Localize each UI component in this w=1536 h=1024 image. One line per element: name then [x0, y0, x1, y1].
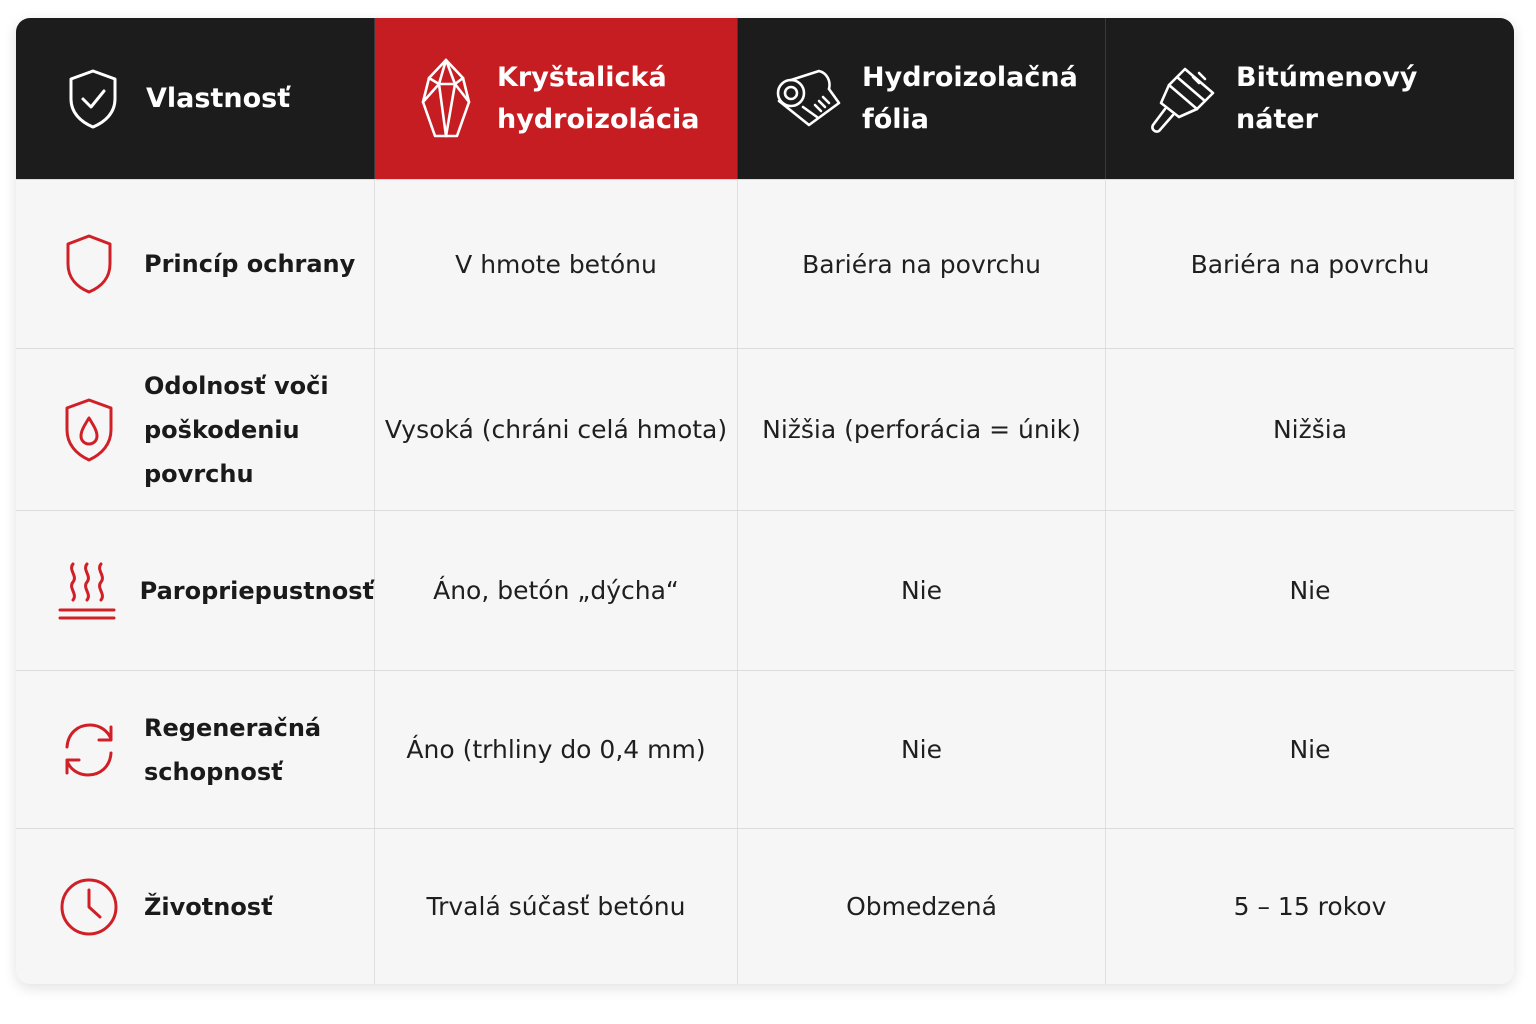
row-property: [16, 671, 375, 828]
shield-check-icon: [56, 67, 130, 131]
table-row: [16, 828, 1514, 984]
cell-foil: Nižšia (perforácia = únik): [738, 349, 1106, 510]
paint-brush-icon: [1144, 63, 1220, 135]
header-property-label: Vlastnosť: [146, 82, 291, 114]
table-row: [16, 510, 1514, 670]
regenerate-icon: [54, 719, 124, 781]
shield-drop-icon: [54, 396, 124, 464]
cell-foil: Obmedzená: [738, 829, 1106, 984]
header-bitumen: [1106, 18, 1514, 179]
table-row: [16, 670, 1514, 828]
header-crystalline: [375, 18, 738, 179]
cell-bitumen: 5 – 15 rokov: [1233, 892, 1387, 921]
cell-bitumen: Nie: [1289, 735, 1331, 764]
cell-crystalline: Vysoká (chráni celá hmota): [375, 349, 738, 510]
row-property: [16, 349, 375, 510]
table-header: [16, 18, 1514, 179]
header-bitumen-label: Bitúmenový náter: [1236, 61, 1418, 135]
cell-bitumen: Nižšia: [1272, 415, 1348, 444]
table-row: [16, 348, 1514, 510]
header-foil: [738, 18, 1106, 179]
row-property-label: Odolnosť voči poškodeniu povrchu: [144, 371, 329, 488]
clock-icon: [54, 876, 124, 938]
cell-foil: Bariéra na povrchu: [738, 180, 1106, 348]
row-property-label: Regeneračná schopnosť: [144, 713, 322, 786]
shield-icon: [54, 232, 124, 296]
cell-bitumen: Nie: [1289, 576, 1331, 605]
membrane-roll-icon: [770, 67, 846, 131]
vapor-icon: [54, 560, 120, 622]
cell-crystalline: Áno (trhliny do 0,4 mm): [375, 671, 738, 828]
row-property: [16, 511, 375, 670]
row-property: [16, 829, 375, 984]
header-foil-label: Hydroizolačná fólia: [862, 61, 1078, 135]
row-property-label: Životnosť: [144, 892, 273, 921]
header-crystalline-label: Kryštalická hydroizolácia: [497, 61, 700, 135]
row-property-label: Paropriepustnosť: [139, 576, 374, 605]
cell-crystalline: Áno, betón „dýcha“: [375, 511, 738, 670]
cell-foil: Nie: [738, 511, 1106, 670]
cell-crystalline: Trvalá súčasť betónu: [375, 829, 738, 984]
cell-foil: Nie: [738, 671, 1106, 828]
comparison-table: [16, 18, 1514, 984]
cell-crystalline: V hmote betónu: [375, 180, 738, 348]
table-row: [16, 179, 1514, 348]
header-property: [16, 18, 375, 179]
row-property-label: Princíp ochrany: [144, 250, 356, 278]
cell-bitumen: Bariéra na povrchu: [1190, 249, 1430, 279]
crystal-icon: [409, 56, 483, 142]
row-property: [16, 180, 375, 348]
